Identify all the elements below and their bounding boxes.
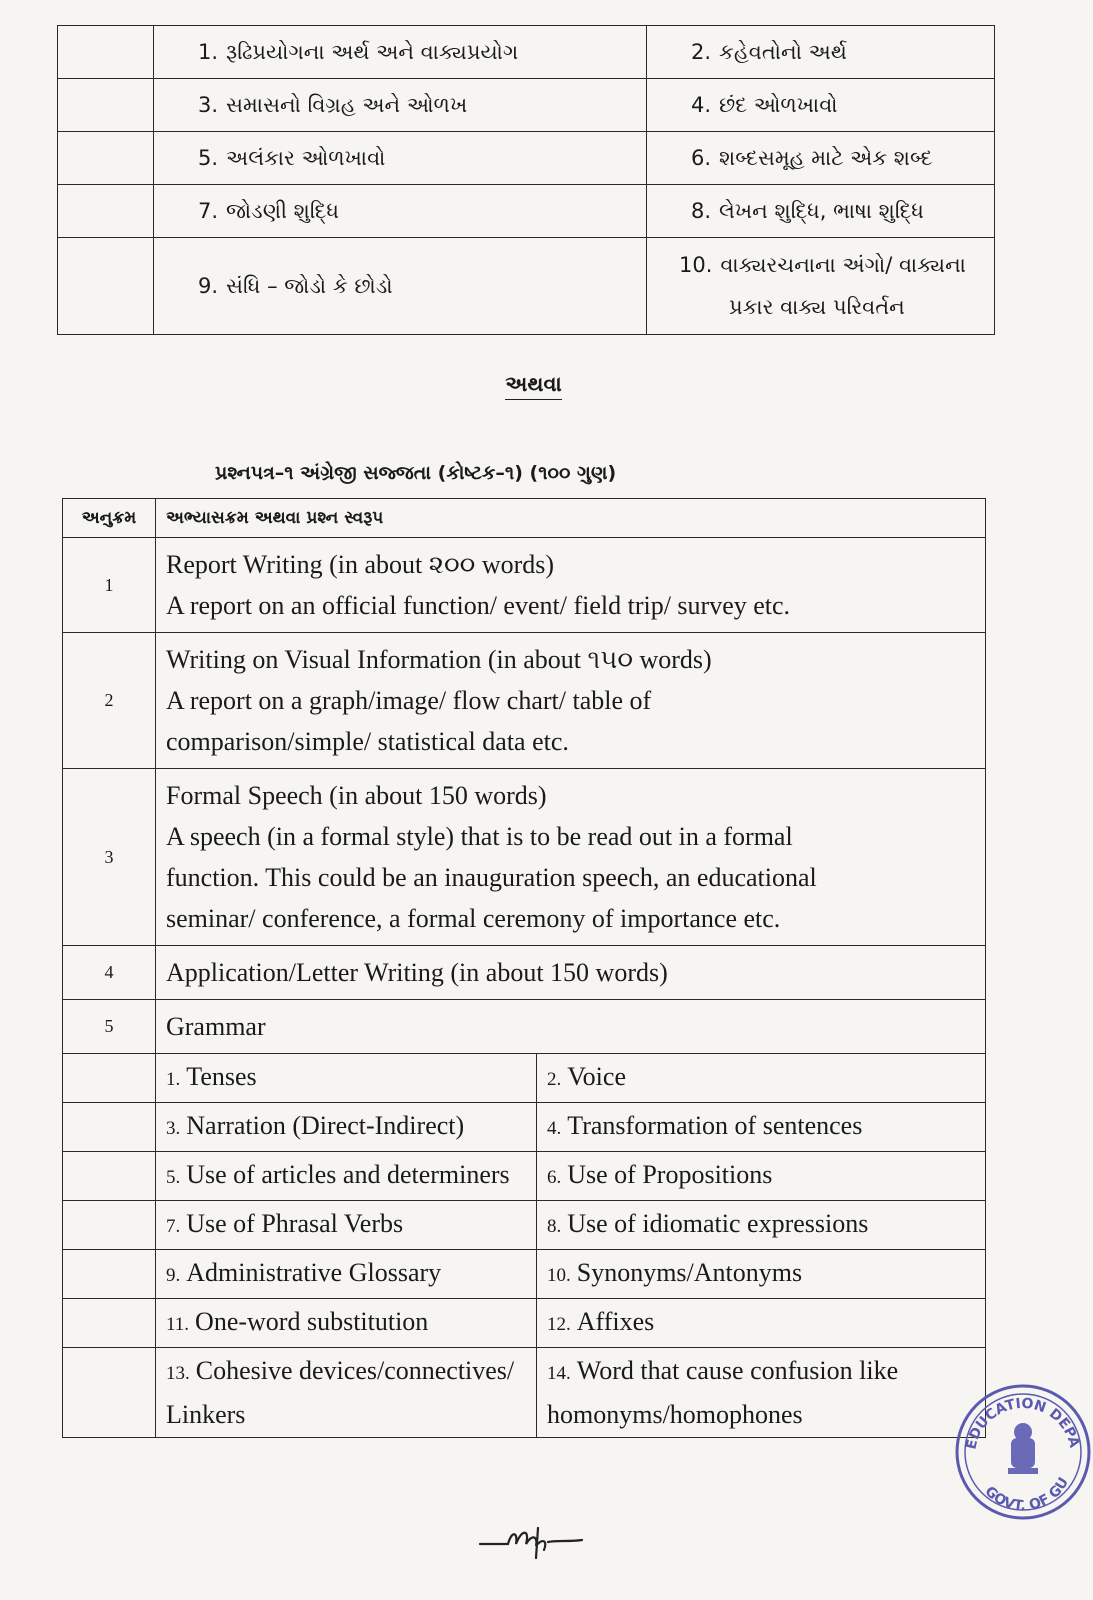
education-department-stamp — [953, 1382, 1093, 1522]
table-cell: 4. છંદ ઓળખાવો — [647, 79, 995, 132]
grammar-item: 11. One-word substitution — [156, 1299, 537, 1348]
header-syllabus: અભ્યાસક્રમ અથવા પ્રશ્ન સ્વરૂપ — [156, 499, 986, 538]
gujarati-syllabus-table — [57, 25, 995, 335]
table-row — [63, 1000, 986, 1054]
grammar-item: 13. Cohesive devices/connectives/ Linkers — [156, 1348, 537, 1438]
table-cell: 7. જોડણી શુદ્ધિ — [154, 185, 647, 238]
grammar-item: 12. Affixes — [537, 1299, 986, 1348]
grammar-item: 8. Use of idiomatic expressions — [537, 1201, 986, 1250]
athava-heading: અથવા — [0, 372, 1067, 397]
table-row — [63, 946, 986, 1000]
row-number: 4 — [63, 946, 156, 1000]
row-number: 1 — [63, 538, 156, 633]
table-cell: 5. અલંકાર ઓળખાવો — [154, 132, 647, 185]
grammar-row — [63, 1299, 986, 1348]
svg-text:GOVT. OF GU: GOVT. OF GU — [981, 1474, 1073, 1515]
signature — [478, 1520, 588, 1560]
grammar-item: 9. Administrative Glossary — [156, 1250, 537, 1299]
row-description: Application/Letter Writing (in about 150 words) — [156, 946, 986, 1000]
table-row — [58, 26, 995, 79]
table-cell: 8. લેખન શુદ્ધિ, ભાષા શુદ્ધિ — [647, 185, 995, 238]
row-number: 2 — [63, 633, 156, 769]
table-row — [58, 185, 995, 238]
grammar-row — [63, 1103, 986, 1152]
table-cell: 6. શબ્દસમૂહ માટે એક શબ્દ — [647, 132, 995, 185]
table-row — [58, 79, 995, 132]
table-cell: 1. રૂઢિપ્રયોગના અર્થ અને વાક્યપ્રયોગ — [154, 26, 647, 79]
row-description: Grammar — [156, 1000, 986, 1054]
table-row — [58, 132, 995, 185]
table-row — [63, 538, 986, 633]
grammar-row — [63, 1054, 986, 1103]
table-row — [58, 238, 995, 335]
grammar-item: 14. Word that cause confusion like homonyms/homophones — [537, 1348, 986, 1438]
grammar-item: 5. Use of articles and determiners — [156, 1152, 537, 1201]
grammar-item: 2. Voice — [537, 1054, 986, 1103]
table-row — [63, 633, 986, 769]
table-cell: 3. સમાસનો વિગ્રહ અને ઓળખ — [154, 79, 647, 132]
row-description: Report Writing (in about ૨૦૦ words) A report on an official function/ event/ field trip/ survey etc. — [156, 538, 986, 633]
grammar-item: 6. Use of Propositions — [537, 1152, 986, 1201]
svg-text:EDUCATION DEPA: EDUCATION DEPA — [963, 1395, 1083, 1451]
table-header-row — [63, 499, 986, 538]
table-cell: 2. કહેવતોનો અર્થ — [647, 26, 995, 79]
grammar-row — [63, 1152, 986, 1201]
table-cell: 9. સંધિ – જોડો કે છોડો — [154, 238, 647, 335]
row-number: 5 — [63, 1000, 156, 1054]
header-serial: અનુક્રમ — [63, 499, 156, 538]
table-row — [63, 769, 986, 946]
grammar-row — [63, 1348, 986, 1438]
table-cell: 10. વાક્યરચનાના અંગો/ વાક્યના પ્રકાર વાક્ય પરિવર્તન — [647, 238, 995, 335]
grammar-item: 4. Transformation of sentences — [537, 1103, 986, 1152]
grammar-item: 1. Tenses — [156, 1054, 537, 1103]
grammar-item: 10. Synonyms/Antonyms — [537, 1250, 986, 1299]
paper-title: પ્રશ્નપત્ર–૧ અંગ્રેજી સજ્જતા (કોષ્ટક–૧) (૧૦૦ ગુણ) — [215, 462, 617, 484]
emblem-icon — [1008, 1423, 1038, 1474]
english-syllabus-table — [62, 498, 986, 1438]
row-number: 3 — [63, 769, 156, 946]
row-description: Writing on Visual Information (in about ૧૫૦ words) A report on a graph/image/ flow chart/ table of comparison/simple/ statistical data etc. — [156, 633, 986, 769]
grammar-item: 7. Use of Phrasal Verbs — [156, 1201, 537, 1250]
grammar-row — [63, 1201, 986, 1250]
grammar-item: 3. Narration (Direct-Indirect) — [156, 1103, 537, 1152]
grammar-row — [63, 1250, 986, 1299]
row-description: Formal Speech (in about 150 words) A speech (in a formal style) that is to be read out in a formal function. This could be an inauguration speech, an educational seminar/ conference, a formal ceremony of importance etc. — [156, 769, 986, 946]
